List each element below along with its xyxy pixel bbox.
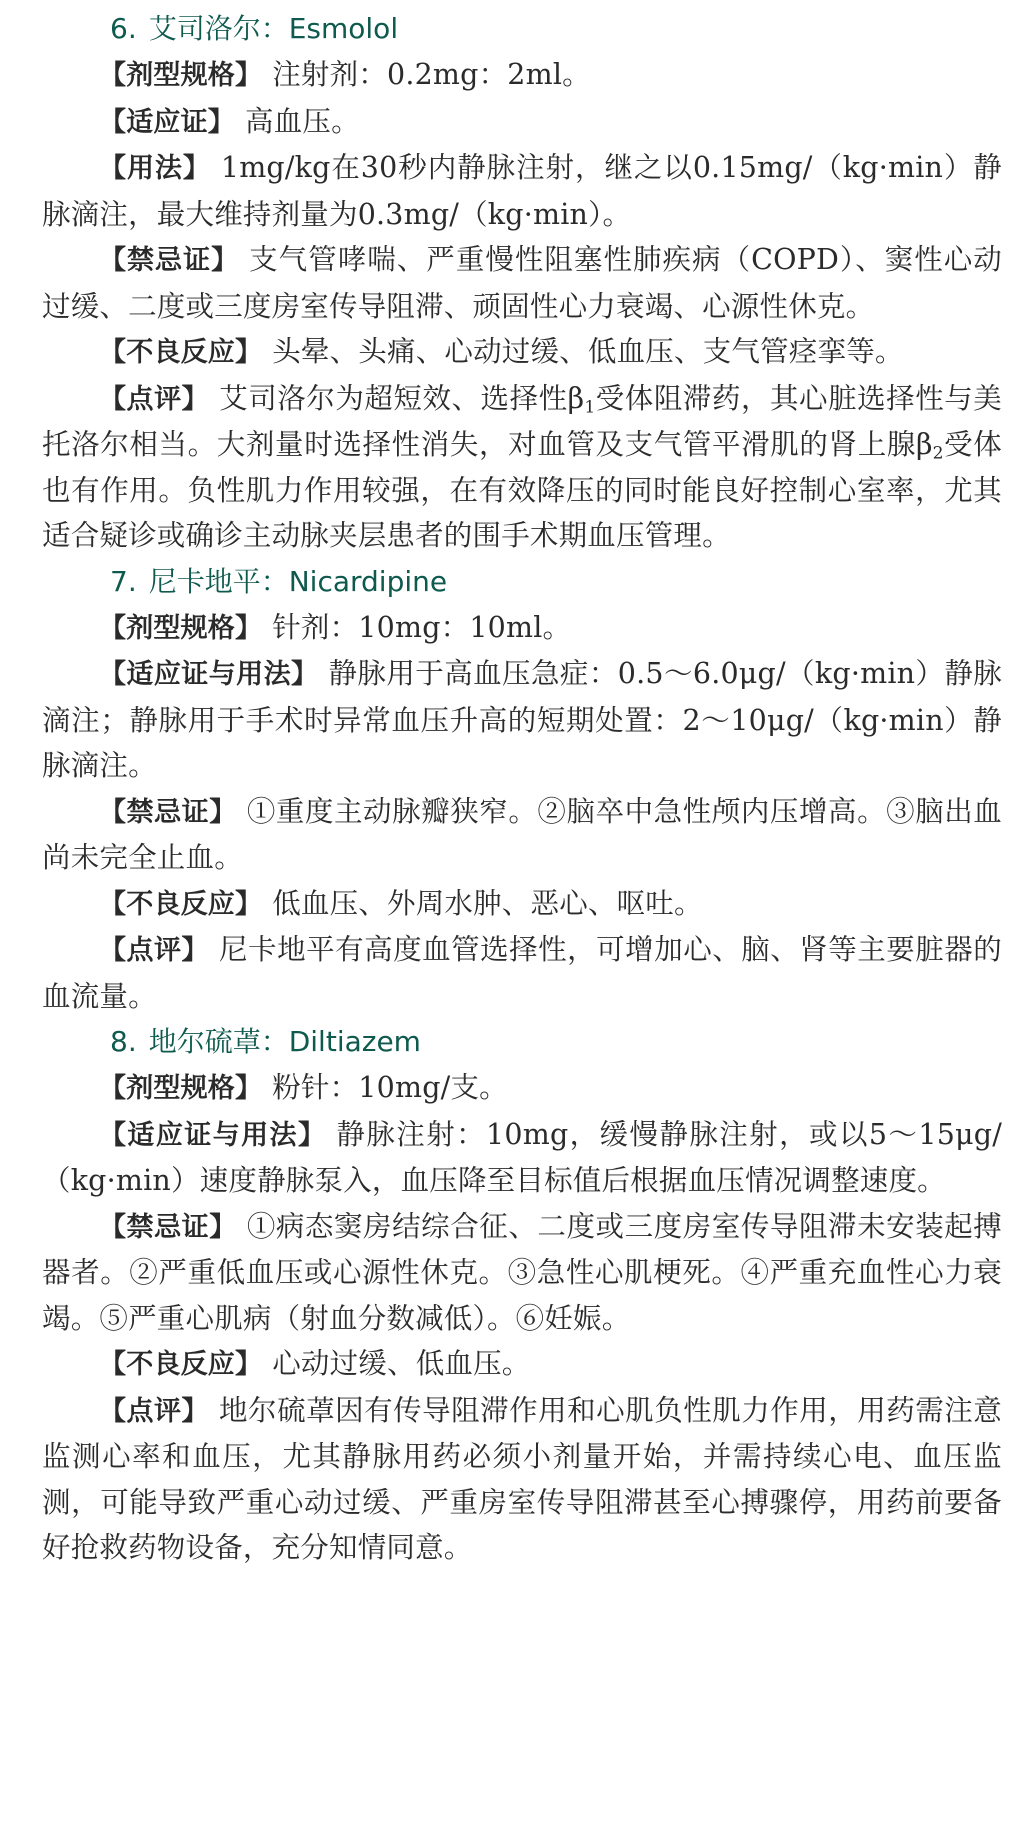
- document-page: [42, 6, 1002, 1571]
- contraindication: [42, 237, 1002, 329]
- field-text: 高血压。: [245, 104, 360, 138]
- usage: [42, 145, 1002, 237]
- field-text: 1mg/kg在30秒内静脉注射，继之以0.15mg/（kg·min）静脉滴注，最大维持剂量为0.3mg/（kg·min）。: [42, 151, 1002, 231]
- drug-title: [42, 6, 1002, 52]
- field-label: 【点评】: [99, 1395, 210, 1427]
- field-label: 【不良反应】: [99, 337, 263, 368]
- contraindication: [42, 1204, 1002, 1342]
- drug-number: 8.: [110, 1025, 137, 1058]
- field-text: ①病态窦房结综合征、二度或三度房室传导阻滞未安装起搏器者。②严重低血压或心源性休克。③急性心肌梗死。④严重充血性心力衰竭。⑤严重心肌病（射血分数减低）。⑥妊娠。: [42, 1209, 1003, 1335]
- drug-name: 地尔硫䓬：Diltiazem: [148, 1025, 421, 1058]
- dosage-form: [42, 52, 1002, 99]
- field-label: 【禁忌证】: [99, 245, 240, 276]
- field-text: 支气管哮喘、严重慢性阻塞性肺疾病（COPD）、窦性心动过缓、二度或三度房室传导阻滞、顽固性心力衰竭、心源性休克。: [42, 243, 1002, 323]
- field-text: ①重度主动脉瓣狭窄。②脑卒中急性颅内压增高。③脑出血尚未完全止血。: [42, 794, 1003, 874]
- field-text: 心动过缓、低血压。: [272, 1347, 531, 1380]
- dosage-form: [42, 605, 1002, 652]
- field-label: 【不良反应】: [99, 888, 263, 920]
- commentary: [42, 376, 1002, 559]
- field-text: 针剂：10mg：10ml。: [272, 610, 572, 644]
- drug-section-nicardipine: [42, 559, 1002, 1020]
- field-text: 静脉注射：10mg，缓慢静脉注射，或以5～15μg/（kg·min）速度静脉泵入，血压降至目标值后根据血压情况调整速度。: [42, 1117, 1002, 1197]
- field-label: 【点评】: [99, 935, 210, 966]
- commentary: [42, 927, 1002, 1019]
- drug-title: [42, 559, 1002, 605]
- field-text: 头晕、头痛、心动过缓、低血压、支气管痉挛等。: [272, 335, 904, 368]
- field-label: 【禁忌证】: [99, 1211, 237, 1243]
- drug-name: 尼卡地平：Nicardipine: [148, 564, 448, 598]
- indication-and-usage: [42, 651, 1002, 789]
- field-label: 【剂型规格】: [99, 1073, 263, 1104]
- field-label: 【适应证】: [99, 106, 235, 138]
- drug-title: [42, 1019, 1002, 1065]
- field-label: 【禁忌证】: [99, 796, 237, 828]
- adverse-reaction: [42, 329, 1002, 376]
- field-label: 【点评】: [99, 383, 210, 415]
- drug-number: 6.: [110, 12, 137, 45]
- field-label: 【用法】: [99, 153, 211, 184]
- subscript: 2: [932, 443, 944, 464]
- field-text: 尼卡地平有高度血管选择性，可增加心、脑、肾等主要脏器的血流量。: [42, 933, 1002, 1013]
- subscript: 1: [584, 396, 596, 417]
- adverse-reaction: [42, 881, 1002, 928]
- adverse-reaction: [42, 1341, 1002, 1388]
- field-text: 粉针：10mg/支。: [272, 1071, 508, 1104]
- field-text: 低血压、外周水肿、恶心、呕吐。: [272, 886, 703, 920]
- field-text: 注射剂：0.2mg：2ml。: [272, 58, 591, 91]
- field-label: 【适应证与用法】: [99, 1119, 327, 1151]
- field-text: 艾司洛尔为超短效、选择性β: [219, 381, 585, 415]
- field-text: 受体阻滞药，其心脏选择性与美托洛尔相当。大剂量时选择性消失，对血管及支气管平滑肌的肾上腺β: [42, 381, 1002, 461]
- field-label: 【剂型规格】: [99, 60, 263, 91]
- drug-section-diltiazem: [42, 1019, 1002, 1571]
- drug-section-esmolol: [42, 6, 1002, 559]
- field-text: 受体也有作用。负性肌力作用较强，在有效降压的同时能良好控制心室率，尤其适合疑诊或确诊主动脉夹层患者的围手术期血压管理。: [42, 428, 1002, 552]
- field-label: 【不良反应】: [99, 1349, 263, 1380]
- drug-name: 艾司洛尔：Esmolol: [148, 12, 399, 45]
- contraindication: [42, 789, 1002, 881]
- field-label: 【剂型规格】: [99, 612, 263, 644]
- field-text: 静脉用于高血压急症：0.5～6.0μg/（kg·min）静脉滴注；静脉用于手术时异常血压升高的短期处置：2～10μg/（kg·min）静脉滴注。: [42, 657, 1002, 782]
- indication: [42, 99, 1002, 146]
- commentary: [42, 1388, 1002, 1571]
- indication-and-usage: [42, 1112, 1002, 1204]
- field-label: 【适应证与用法】: [99, 659, 319, 690]
- dosage-form: [42, 1065, 1002, 1112]
- field-text: 地尔硫䓬因有传导阻滞作用和心肌负性肌力作用，用药需注意监测心率和血压，尤其静脉用药必须小剂量开始，并需持续心电、血压监测，可能导致严重心动过缓、严重房室传导阻滞甚至心搏骤停，用药前要备好抢救药物设备，充分知情同意。: [42, 1393, 1002, 1564]
- drug-number: 7.: [110, 564, 137, 598]
